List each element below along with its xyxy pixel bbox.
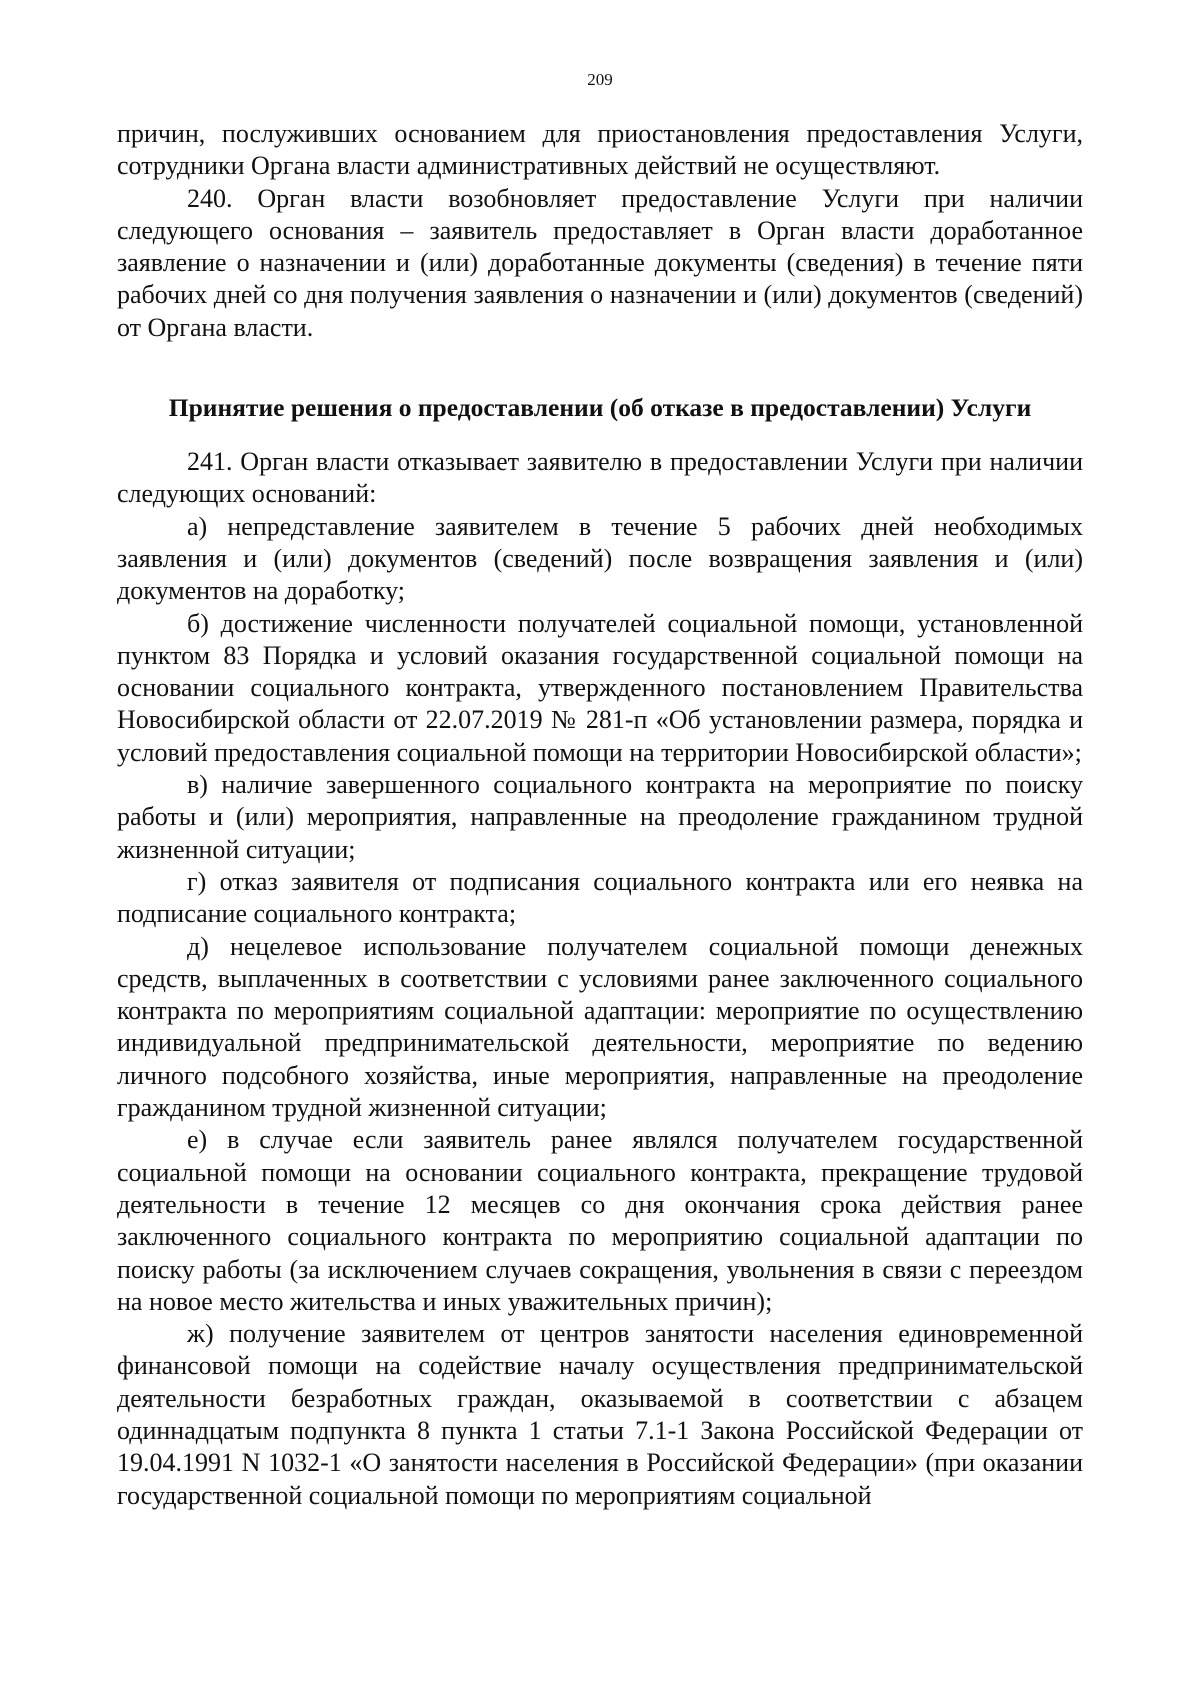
- list-item-g: г) отказ заявителя от подписания социального контракта или его неявка на подписание социального контракта;: [117, 866, 1083, 929]
- list-item-e: е) в случае если заявитель ранее являлся получателем государственной социальной помощи на основании социального контракта, прекращение трудовой деятельности в течение 12 месяцев со дня окончания срока действия ранее заключенного социального контракта по мероприятию социальной адаптации по поиску работы (за исключением случаев сокращения, увольнения в связи с переездом на новое место жительства и иных уважительных причин);: [117, 1125, 1083, 1316]
- page-number: 209: [587, 70, 613, 89]
- list-item-a: а) непредставление заявителем в течение 5 рабочих дней необходимых заявления и (или) документов (сведений) после возвращения заявления и (или) документов на доработку;: [117, 511, 1083, 606]
- list-item-d: д) нецелевое использование получателем социальной помощи денежных средств, выплаченных в соответствии с условиями ранее заключенного социального контракта по мероприятиям социальной адаптации: мероприятие по осуществлению индивидуальной предпринимательской деятельности, мероприятие по ведению личного подсобного хозяйства, иные мероприятия, направленные на преодоление гражданином трудной жизненной ситуации;: [117, 931, 1083, 1123]
- document-body: [117, 118, 1083, 1512]
- list-item-v: в) наличие завершенного социального контракта на мероприятие по поиску работы и (или) мероприятия, направленные на преодоление гражданином трудной жизненной ситуации;: [117, 770, 1083, 864]
- list-item-zh: ж) получение заявителем от центров занятости населения единовременной финансовой помощи на содействие началу осуществления предпринимательской деятельности безработных граждан, оказываемой в соответствии с абзацем одиннадцатым подпункта 8 пункта 1 статьи 7.1-1 Закона Российской Федерации от 19.04.1991 N 1032-1 «О занятости населения в Российской Федерации» (при оказании государственной социальной помощи по мероприятиям социальной: [117, 1319, 1083, 1510]
- list-item-b: б) достижение численности получателей социальной помощи, установленной пунктом 83 Порядка и условий оказания государственной социальной помощи на основании социального контракта, утвержденного постановлением Правительства Новосибирской области от 22.07.2019 № 281-п «Об установлении размера, порядка и условий предоставления социальной помощи на территории Новосибирской области»;: [117, 608, 1083, 767]
- paragraph-240: 240. Орган власти возобновляет предоставление Услуги при наличии следующего основания – заявитель предоставляет в Орган власти доработанное заявление о назначении и (или) доработанные документы (сведения) в течение пяти рабочих дней со дня получения заявления о назначении и (или) документов (сведений) от Органа власти.: [117, 183, 1083, 342]
- section-heading: Принятие решения о предоставлении (об отказе в предоставлении) Услуги: [168, 393, 1032, 423]
- paragraph-241: 241. Орган власти отказывает заявителю в предоставлении Услуги при наличии следующих оснований:: [117, 447, 1083, 509]
- paragraph-continuation: причин, послуживших основанием для приостановления предоставления Услуги, сотрудники Органа власти административных действий не осуществляют.: [117, 119, 1083, 181]
